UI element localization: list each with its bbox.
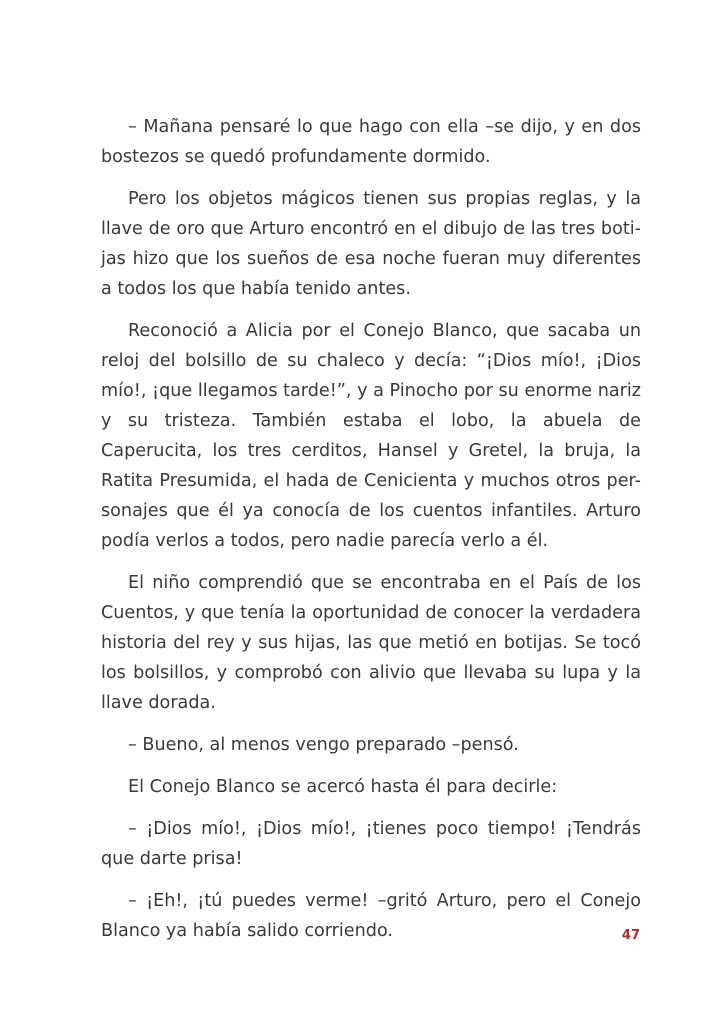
text-line: – Bueno, al menos vengo preparado –pensó. [128,735,519,755]
paragraph [101,568,641,718]
paragraph [101,814,641,874]
paragraph [101,730,641,760]
text-line: sonajes que él ya conocía de los cuentos infantiles. Arturo [101,501,641,521]
paragraph [101,886,641,946]
text-line: mío!, ¡que llegamos tarde!”, y a Pinocho por su enorme nariz [101,381,641,401]
text-line: bostezos se quedó profundamente dormido. [101,147,491,167]
text-line: El niño comprendió que se encontraba en el País de los [128,573,641,593]
text-line: historia del rey y sus hijas, las que metió en botijas. Se tocó [101,633,641,653]
text-line: a todos los que había tenido antes. [101,279,411,299]
text-line: El Conejo Blanco se acercó hasta él para decirle: [128,777,558,797]
text-line: Caperucita, los tres cerditos, Hansel y Gretel, la bruja, la [101,441,641,461]
body-text [101,112,641,946]
text-line: los bolsillos, y comprobó con alivio que llevaba su lupa y la [101,663,641,683]
paragraph [101,772,641,802]
text-line: – Mañana pensaré lo que hago con ella –se dijo, y en dos [128,117,641,137]
text-line: llave dorada. [101,693,216,713]
text-line: que darte prisa! [101,849,243,869]
paragraph [101,112,641,172]
text-line: Reconoció a Alicia por el Conejo Blanco, que sacaba un [128,321,641,341]
text-line: Ratita Presumida, el hada de Cenicienta y muchos otros per- [101,471,641,491]
text-line: Blanco ya había salido corriendo. [101,921,393,941]
page-number: 47 [621,928,640,943]
text-line: Pero los objetos mágicos tienen sus propias reglas, y la [128,189,641,209]
text-line: Cuentos, y que tenía la oportunidad de conocer la verdadera [101,603,641,623]
text-line: llave de oro que Arturo encontró en el dibujo de las tres boti- [101,219,641,239]
paragraph [101,184,641,304]
text-line: jas hizo que los sueños de esa noche fueran muy diferentes [101,249,641,269]
paragraph [101,316,641,556]
text-line: reloj del bolsillo de su chaleco y decía: “¡Dios mío!, ¡Dios [101,351,641,371]
text-line: y su tristeza. También estaba el lobo, la abuela de [101,411,641,431]
text-line: – ¡Dios mío!, ¡Dios mío!, ¡tienes poco tiempo! ¡Tendrás [128,819,641,839]
text-line: podía verlos a todos, pero nadie parecía verlo a él. [101,531,549,551]
text-line: – ¡Eh!, ¡tú puedes verme! –gritó Arturo, pero el Conejo [128,891,641,911]
